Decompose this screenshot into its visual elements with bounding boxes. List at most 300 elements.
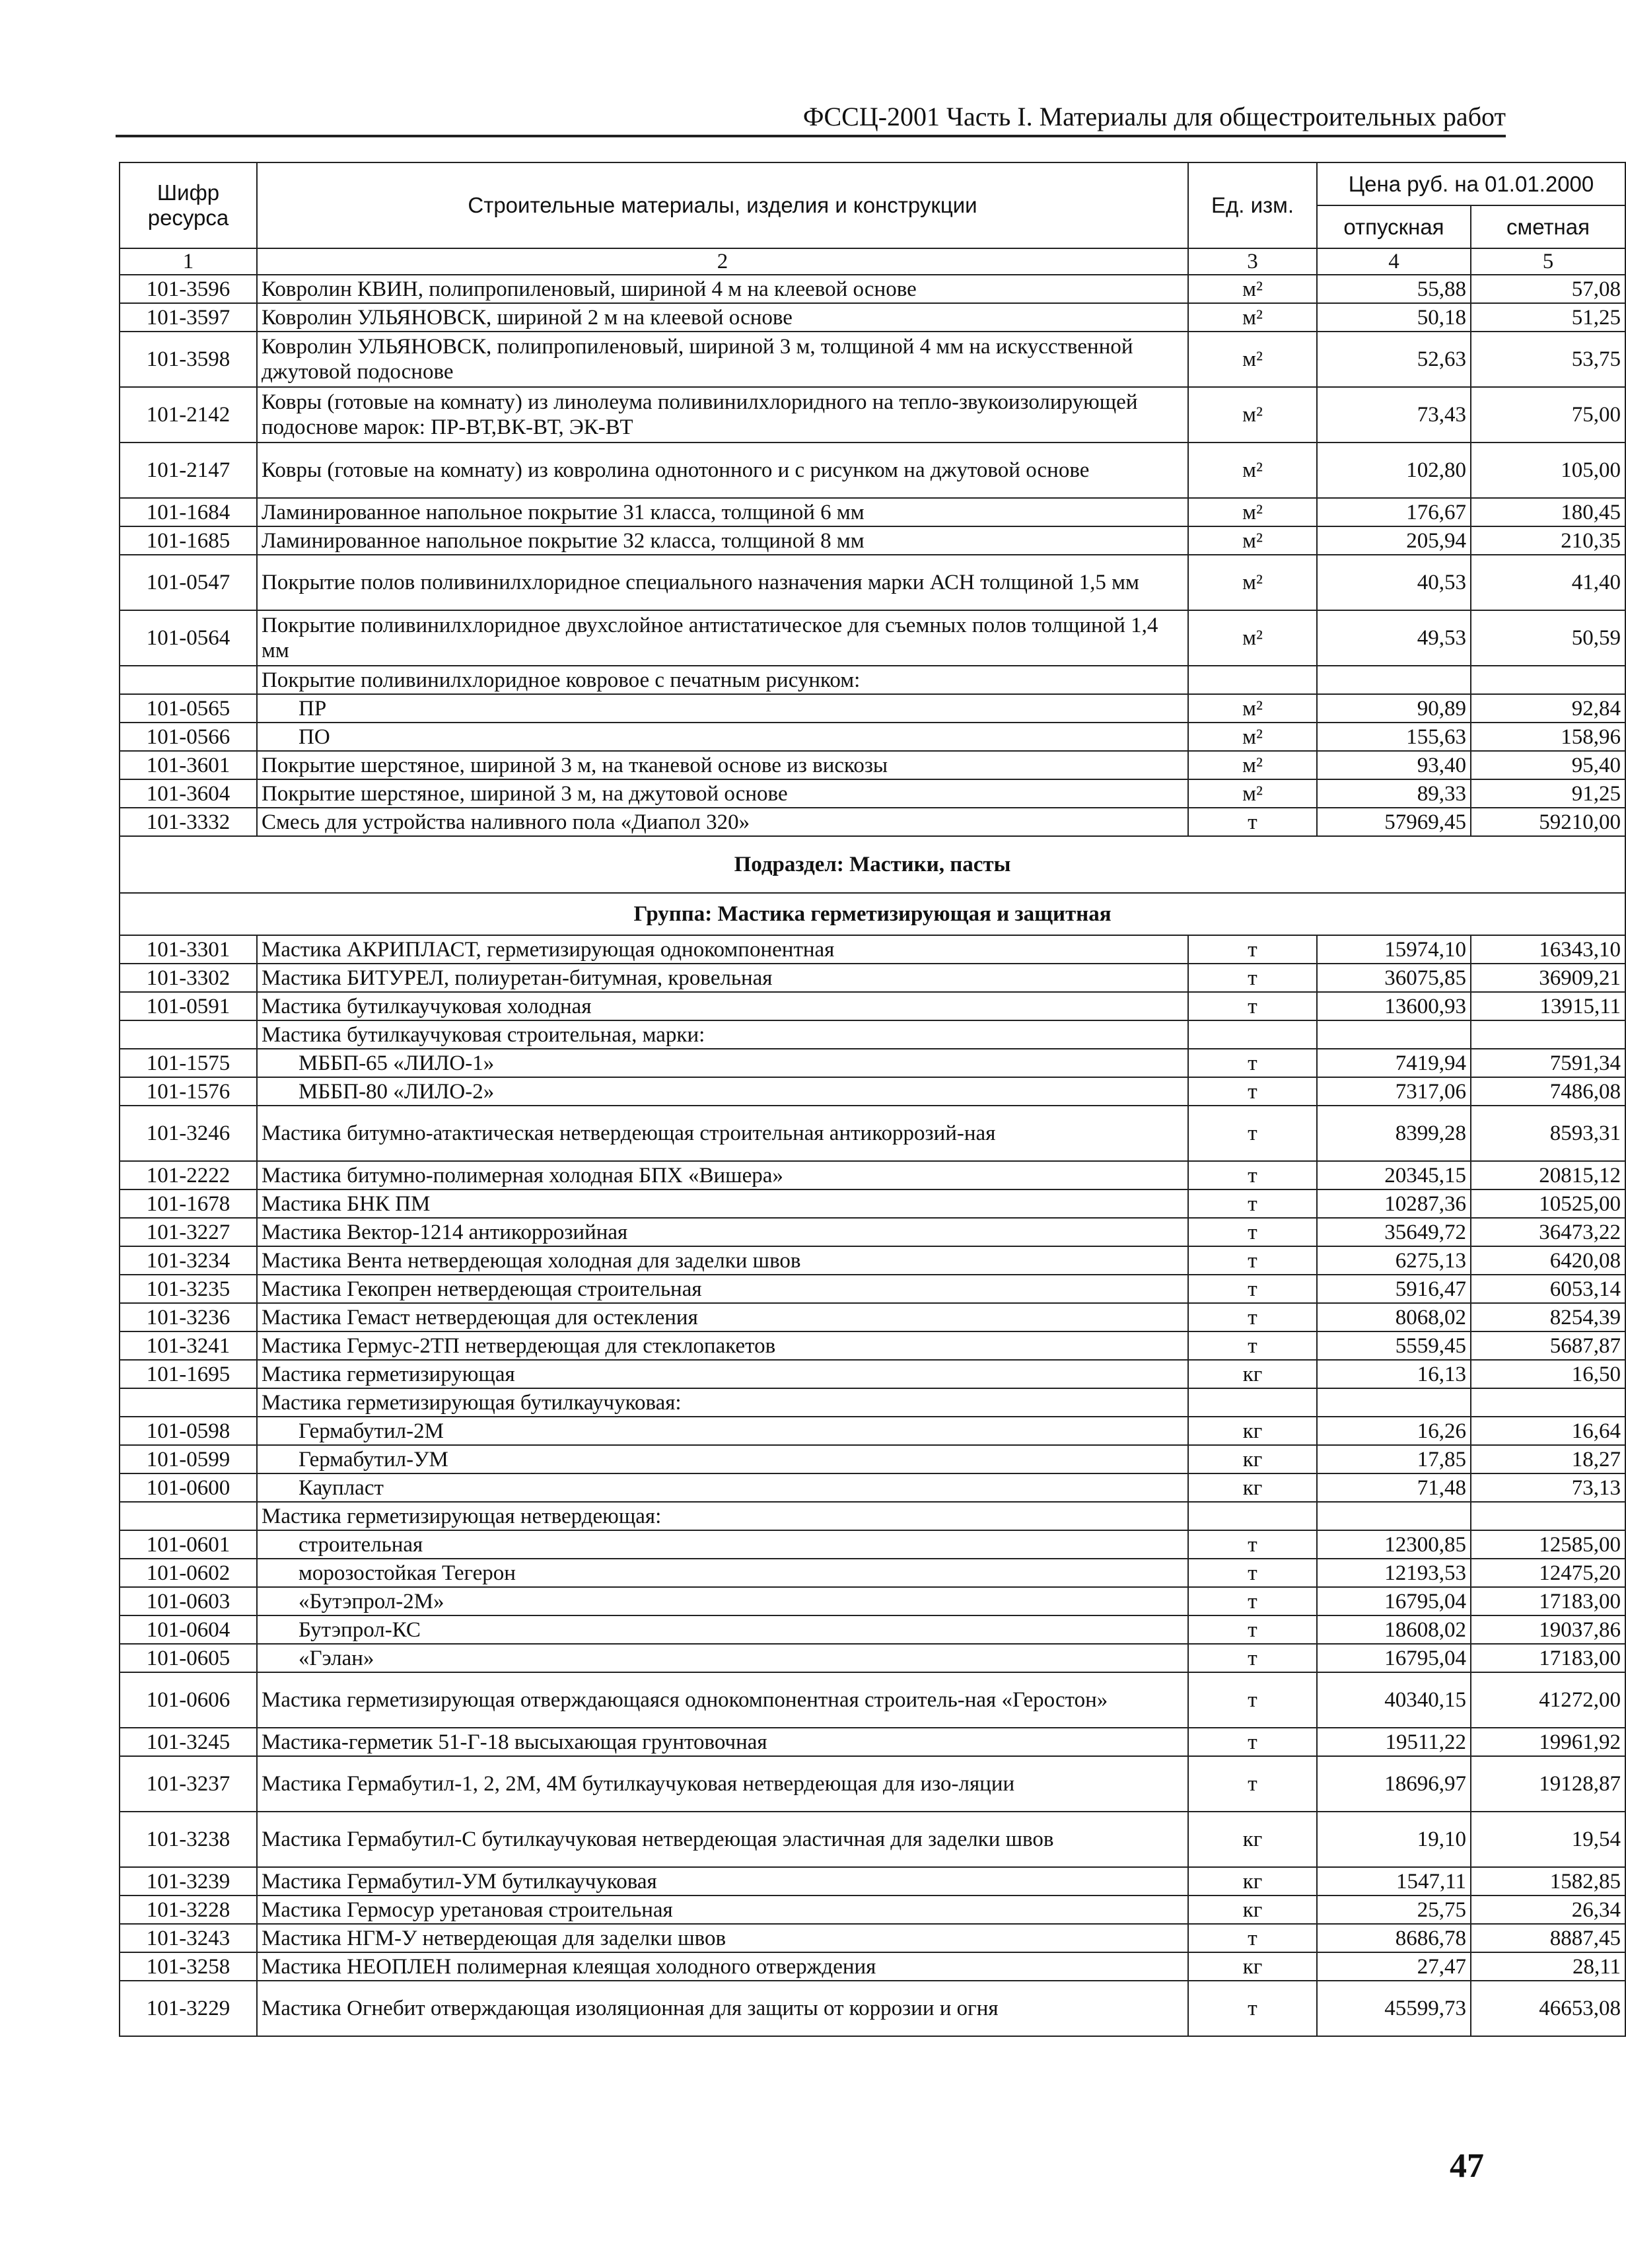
estimate-price: 8887,45 bbox=[1471, 1924, 1625, 1952]
unit-of-measure: т bbox=[1188, 1331, 1317, 1360]
estimate-price bbox=[1471, 666, 1625, 694]
material-name: Мастика-герметик 51-Г-18 высыхающая грунтовочная bbox=[257, 1728, 1188, 1756]
material-name: Покрытие шерстяное, шириной 3 м, на тканевой основе из вискозы bbox=[257, 751, 1188, 779]
estimate-price: 50,59 bbox=[1471, 610, 1625, 666]
release-price: 17,85 bbox=[1317, 1445, 1471, 1473]
resource-code: 101-0603 bbox=[120, 1587, 257, 1615]
unit-of-measure bbox=[1188, 1388, 1317, 1417]
resource-code: 101-3332 bbox=[120, 808, 257, 836]
estimate-price: 41272,00 bbox=[1471, 1672, 1625, 1728]
resource-code: 101-3228 bbox=[120, 1896, 257, 1924]
estimate-price: 19,54 bbox=[1471, 1812, 1625, 1867]
unit-of-measure: кг bbox=[1188, 1360, 1317, 1388]
release-price: 45599,73 bbox=[1317, 1981, 1471, 2036]
table-row bbox=[120, 1952, 1625, 1981]
table-row bbox=[120, 1331, 1625, 1360]
subheading-row bbox=[120, 1020, 1625, 1049]
material-name: Мастика БИТУРЕЛ, полиуретан-битумная, кровельная bbox=[257, 964, 1188, 992]
table-body bbox=[120, 275, 1625, 2036]
material-name: Мастика битумно-атактическая нетвердеющая строительная антикоррозий-ная bbox=[257, 1106, 1188, 1161]
release-price: 13600,93 bbox=[1317, 992, 1471, 1020]
estimate-price: 10525,00 bbox=[1471, 1189, 1625, 1218]
unit-of-measure: м² bbox=[1188, 751, 1317, 779]
subsection-title: Подраздел: Мастики, пасты bbox=[120, 836, 1625, 893]
material-name: Мастика герметизирующая bbox=[257, 1360, 1188, 1388]
material-name: Мастика герметизирующая бутилкаучуковая: bbox=[257, 1388, 1188, 1417]
unit-of-measure: м² bbox=[1188, 303, 1317, 332]
material-name: Ковролин УЛЬЯНОВСК, полипропиленовый, шириной 3 м, толщиной 4 мм на искусственной джутовой подоснове bbox=[257, 332, 1188, 387]
resource-code: 101-1678 bbox=[120, 1189, 257, 1218]
resource-code: 101-3243 bbox=[120, 1924, 257, 1952]
estimate-price: 95,40 bbox=[1471, 751, 1625, 779]
resource-code: 101-1684 bbox=[120, 498, 257, 526]
estimate-price: 73,13 bbox=[1471, 1473, 1625, 1502]
estimate-price: 36909,21 bbox=[1471, 964, 1625, 992]
table-row bbox=[120, 1303, 1625, 1331]
material-name: Каупласт bbox=[257, 1473, 1188, 1502]
release-price: 1547,11 bbox=[1317, 1867, 1471, 1896]
estimate-price: 12585,00 bbox=[1471, 1530, 1625, 1559]
estimate-price bbox=[1471, 1502, 1625, 1530]
resource-code: 101-0547 bbox=[120, 555, 257, 610]
resource-code: 101-3596 bbox=[120, 275, 257, 303]
header-title: ФССЦ-2001 Часть I. Материалы для общестроительных работ bbox=[802, 102, 1506, 131]
unit-of-measure bbox=[1188, 1502, 1317, 1530]
resource-code: 101-1575 bbox=[120, 1049, 257, 1077]
estimate-price: 17183,00 bbox=[1471, 1587, 1625, 1615]
table-row bbox=[120, 964, 1625, 992]
table-row bbox=[120, 1587, 1625, 1615]
unit-of-measure: т bbox=[1188, 1161, 1317, 1189]
material-name: Покрытие поливинилхлоридное двухслойное антистатическое для съемных полов толщиной 1,4 мм bbox=[257, 610, 1188, 666]
estimate-price: 16343,10 bbox=[1471, 935, 1625, 964]
table-row bbox=[120, 1077, 1625, 1106]
estimate-price bbox=[1471, 1388, 1625, 1417]
unit-of-measure: т bbox=[1188, 1644, 1317, 1672]
release-price: 18696,97 bbox=[1317, 1756, 1471, 1812]
release-price: 7419,94 bbox=[1317, 1049, 1471, 1077]
release-price: 15974,10 bbox=[1317, 935, 1471, 964]
unit-of-measure: кг bbox=[1188, 1445, 1317, 1473]
resource-code: 101-3241 bbox=[120, 1331, 257, 1360]
subheading-row bbox=[120, 1502, 1625, 1530]
material-name: Мастика БНК ПМ bbox=[257, 1189, 1188, 1218]
group-title: Группа: Мастика герметизирующая и защитная bbox=[120, 893, 1625, 935]
unit-of-measure: м² bbox=[1188, 387, 1317, 443]
column-number: 5 bbox=[1471, 248, 1625, 275]
table-row bbox=[120, 443, 1625, 498]
material-name: ПО bbox=[257, 723, 1188, 751]
header-estimate-price: сметная bbox=[1471, 205, 1625, 248]
estimate-price: 8254,39 bbox=[1471, 1303, 1625, 1331]
release-price: 8068,02 bbox=[1317, 1303, 1471, 1331]
table-row bbox=[120, 808, 1625, 836]
resource-code: 101-3598 bbox=[120, 332, 257, 387]
unit-of-measure: м² bbox=[1188, 610, 1317, 666]
material-name: Мастика НЕОПЛЕН полимерная клеящая холодного отверждения bbox=[257, 1952, 1188, 1981]
material-name: Мастика Вента нетвердеющая холодная для заделки швов bbox=[257, 1246, 1188, 1275]
release-price: 27,47 bbox=[1317, 1952, 1471, 1981]
estimate-price: 41,40 bbox=[1471, 555, 1625, 610]
material-name: Мастика Гемаст нетвердеющая для остекления bbox=[257, 1303, 1188, 1331]
table-row bbox=[120, 1530, 1625, 1559]
estimate-price: 210,35 bbox=[1471, 526, 1625, 555]
header-code: Шифр ресурса bbox=[120, 162, 257, 248]
unit-of-measure bbox=[1188, 1020, 1317, 1049]
table-row bbox=[120, 1812, 1625, 1867]
release-price bbox=[1317, 1502, 1471, 1530]
resource-code: 101-3245 bbox=[120, 1728, 257, 1756]
unit-of-measure: т bbox=[1188, 1303, 1317, 1331]
material-name: «Гэлан» bbox=[257, 1644, 1188, 1672]
release-price: 176,67 bbox=[1317, 498, 1471, 526]
resource-code: 101-0602 bbox=[120, 1559, 257, 1587]
release-price: 57969,45 bbox=[1317, 808, 1471, 836]
resource-code: 101-0598 bbox=[120, 1417, 257, 1445]
material-name: Мастика бутилкаучуковая холодная bbox=[257, 992, 1188, 1020]
material-name: Гермабутил-2М bbox=[257, 1417, 1188, 1445]
table-row bbox=[120, 1106, 1625, 1161]
material-name: Мастика герметизирующая нетвердеющая: bbox=[257, 1502, 1188, 1530]
unit-of-measure: кг bbox=[1188, 1812, 1317, 1867]
material-name: Ковры (готовые на комнату) из линолеума поливинилхлоридного на тепло-звукоизолирующей подоснове марок: ПР-ВТ,ВК-ВТ, ЭК-ВТ bbox=[257, 387, 1188, 443]
material-name: Мастика бутилкаучуковая строительная, марки: bbox=[257, 1020, 1188, 1049]
estimate-price: 16,64 bbox=[1471, 1417, 1625, 1445]
resource-code: 101-3246 bbox=[120, 1106, 257, 1161]
table-row bbox=[120, 303, 1625, 332]
unit-of-measure: т bbox=[1188, 964, 1317, 992]
resource-code: 101-0605 bbox=[120, 1644, 257, 1672]
unit-of-measure: т bbox=[1188, 1924, 1317, 1952]
table-row bbox=[120, 332, 1625, 387]
resource-code: 101-3227 bbox=[120, 1218, 257, 1246]
material-name: Мастика Гекопрен нетвердеющая строительная bbox=[257, 1275, 1188, 1303]
table-row bbox=[120, 779, 1625, 808]
release-price: 35649,72 bbox=[1317, 1218, 1471, 1246]
unit-of-measure: кг bbox=[1188, 1867, 1317, 1896]
material-name: Ковролин УЛЬЯНОВСК, шириной 2 м на клеевой основе bbox=[257, 303, 1188, 332]
estimate-price: 18,27 bbox=[1471, 1445, 1625, 1473]
table-row bbox=[120, 1728, 1625, 1756]
subheading-row bbox=[120, 1388, 1625, 1417]
table-row bbox=[120, 935, 1625, 964]
table-row bbox=[120, 992, 1625, 1020]
estimate-price: 105,00 bbox=[1471, 443, 1625, 498]
unit-of-measure: м² bbox=[1188, 498, 1317, 526]
unit-of-measure: т bbox=[1188, 1189, 1317, 1218]
unit-of-measure: т bbox=[1188, 1077, 1317, 1106]
estimate-price: 91,25 bbox=[1471, 779, 1625, 808]
table-row bbox=[120, 498, 1625, 526]
resource-code: 101-3301 bbox=[120, 935, 257, 964]
material-name: Мастика Гермабутил-УМ бутилкаучуковая bbox=[257, 1867, 1188, 1896]
release-price: 16,13 bbox=[1317, 1360, 1471, 1388]
estimate-price: 75,00 bbox=[1471, 387, 1625, 443]
table-row bbox=[120, 723, 1625, 751]
estimate-price: 5687,87 bbox=[1471, 1331, 1625, 1360]
material-name: Гермабутил-УМ bbox=[257, 1445, 1188, 1473]
resource-code: 101-3604 bbox=[120, 779, 257, 808]
table-row bbox=[120, 275, 1625, 303]
table-row bbox=[120, 1559, 1625, 1587]
release-price: 71,48 bbox=[1317, 1473, 1471, 1502]
estimate-price: 59210,00 bbox=[1471, 808, 1625, 836]
material-name: Смесь для устройства наливного пола «Диапол 320» bbox=[257, 808, 1188, 836]
unit-of-measure: т bbox=[1188, 1275, 1317, 1303]
unit-of-measure: м² bbox=[1188, 694, 1317, 723]
unit-of-measure: кг bbox=[1188, 1417, 1317, 1445]
page-number: 47 bbox=[1450, 2147, 1484, 2185]
table-row bbox=[120, 694, 1625, 723]
estimate-price: 16,50 bbox=[1471, 1360, 1625, 1388]
estimate-price: 19961,92 bbox=[1471, 1728, 1625, 1756]
resource-code: 101-0591 bbox=[120, 992, 257, 1020]
table-row bbox=[120, 751, 1625, 779]
release-price bbox=[1317, 1020, 1471, 1049]
table-row bbox=[120, 1218, 1625, 1246]
table-row bbox=[120, 526, 1625, 555]
release-price: 90,89 bbox=[1317, 694, 1471, 723]
material-name: МББП-80 «ЛИЛО-2» bbox=[257, 1077, 1188, 1106]
material-name: Мастика герметизирующая отверждающаяся однокомпонентная строитель-ная «Геростон» bbox=[257, 1672, 1188, 1728]
estimate-price: 26,34 bbox=[1471, 1896, 1625, 1924]
page-header bbox=[116, 99, 1506, 137]
release-price: 7317,06 bbox=[1317, 1077, 1471, 1106]
estimate-price: 12475,20 bbox=[1471, 1559, 1625, 1587]
estimate-price: 6420,08 bbox=[1471, 1246, 1625, 1275]
resource-code: 101-1576 bbox=[120, 1077, 257, 1106]
estimate-price: 8593,31 bbox=[1471, 1106, 1625, 1161]
material-name: Ламинированное напольное покрытие 31 класса, толщиной 6 мм bbox=[257, 498, 1188, 526]
resource-code: 101-0601 bbox=[120, 1530, 257, 1559]
estimate-price: 46653,08 bbox=[1471, 1981, 1625, 2036]
table-row bbox=[120, 1672, 1625, 1728]
table-row bbox=[120, 1360, 1625, 1388]
resource-code: 101-2142 bbox=[120, 387, 257, 443]
table-row bbox=[120, 1445, 1625, 1473]
estimate-price: 158,96 bbox=[1471, 723, 1625, 751]
resource-code: 101-3258 bbox=[120, 1952, 257, 1981]
table-row bbox=[120, 1049, 1625, 1077]
release-price: 20345,15 bbox=[1317, 1161, 1471, 1189]
material-name: Покрытие поливинилхлоридное ковровое с печатным рисунком: bbox=[257, 666, 1188, 694]
material-name: Ковры (готовые на комнату) из ковролина однотонного и с рисунком на джутовой основе bbox=[257, 443, 1188, 498]
unit-of-measure: м² bbox=[1188, 779, 1317, 808]
table-row bbox=[120, 1246, 1625, 1275]
release-price: 18608,02 bbox=[1317, 1615, 1471, 1644]
header-name: Строительные материалы, изделия и конструкции bbox=[257, 162, 1188, 248]
material-name: Мастика НГМ-У нетвердеющая для заделки швов bbox=[257, 1924, 1188, 1952]
resource-code: 101-3236 bbox=[120, 1303, 257, 1331]
release-price: 25,75 bbox=[1317, 1896, 1471, 1924]
release-price: 19,10 bbox=[1317, 1812, 1471, 1867]
estimate-price: 1582,85 bbox=[1471, 1867, 1625, 1896]
resource-code bbox=[120, 1020, 257, 1049]
release-price: 12193,53 bbox=[1317, 1559, 1471, 1587]
unit-of-measure: м² bbox=[1188, 275, 1317, 303]
unit-of-measure: м² bbox=[1188, 443, 1317, 498]
table-row bbox=[120, 1275, 1625, 1303]
release-price: 16,26 bbox=[1317, 1417, 1471, 1445]
resource-code: 101-0565 bbox=[120, 694, 257, 723]
table-row bbox=[120, 1615, 1625, 1644]
resource-code: 101-3229 bbox=[120, 1981, 257, 2036]
unit-of-measure: т bbox=[1188, 1559, 1317, 1587]
group-row bbox=[120, 893, 1625, 935]
table-row bbox=[120, 1756, 1625, 1812]
material-name: Покрытие шерстяное, шириной 3 м, на джутовой основе bbox=[257, 779, 1188, 808]
column-number: 4 bbox=[1317, 248, 1471, 275]
table-row bbox=[120, 1924, 1625, 1952]
release-price bbox=[1317, 1388, 1471, 1417]
unit-of-measure: т bbox=[1188, 935, 1317, 964]
resource-code: 101-0606 bbox=[120, 1672, 257, 1728]
release-price: 5559,45 bbox=[1317, 1331, 1471, 1360]
material-name: Бутэпрол-КС bbox=[257, 1615, 1188, 1644]
resource-code: 101-3235 bbox=[120, 1275, 257, 1303]
material-name: Мастика Гермабутил-1, 2, 2М, 4М бутилкаучуковая нетвердеющая для изо-ляции bbox=[257, 1756, 1188, 1812]
estimate-price: 7591,34 bbox=[1471, 1049, 1625, 1077]
estimate-price: 17183,00 bbox=[1471, 1644, 1625, 1672]
resource-code: 101-0599 bbox=[120, 1445, 257, 1473]
resource-code: 101-1685 bbox=[120, 526, 257, 555]
subheading-row bbox=[120, 666, 1625, 694]
header-unit: Ед. изм. bbox=[1188, 162, 1317, 248]
table-row bbox=[120, 1417, 1625, 1445]
estimate-price: 53,75 bbox=[1471, 332, 1625, 387]
estimate-price: 28,11 bbox=[1471, 1952, 1625, 1981]
estimate-price: 7486,08 bbox=[1471, 1077, 1625, 1106]
estimate-price: 92,84 bbox=[1471, 694, 1625, 723]
table-row bbox=[120, 1644, 1625, 1672]
release-price: 52,63 bbox=[1317, 332, 1471, 387]
resource-code: 101-3601 bbox=[120, 751, 257, 779]
resource-code: 101-3237 bbox=[120, 1756, 257, 1812]
resource-code: 101-0564 bbox=[120, 610, 257, 666]
header-price: Цена руб. на 01.01.2000 bbox=[1317, 162, 1625, 205]
unit-of-measure: кг bbox=[1188, 1952, 1317, 1981]
material-name: Мастика Огнебит отверждающая изоляционная для защиты от коррозии и огня bbox=[257, 1981, 1188, 2036]
resource-code bbox=[120, 666, 257, 694]
release-price: 50,18 bbox=[1317, 303, 1471, 332]
material-name: «Бутэпрол-2М» bbox=[257, 1587, 1188, 1615]
unit-of-measure bbox=[1188, 666, 1317, 694]
material-name: Мастика Гермабутил-С бутилкаучуковая нетвердеющая эластичная для заделки швов bbox=[257, 1812, 1188, 1867]
unit-of-measure: т bbox=[1188, 1246, 1317, 1275]
release-price: 36075,85 bbox=[1317, 964, 1471, 992]
subsection-row bbox=[120, 836, 1625, 893]
estimate-price: 180,45 bbox=[1471, 498, 1625, 526]
material-name: ПР bbox=[257, 694, 1188, 723]
material-name: Мастика Гермосур уретановая строительная bbox=[257, 1896, 1188, 1924]
material-name: Мастика Вектор-1214 антикоррозийная bbox=[257, 1218, 1188, 1246]
material-name: Мастика АКРИПЛАСТ, герметизирующая однокомпонентная bbox=[257, 935, 1188, 964]
table-row bbox=[120, 387, 1625, 443]
unit-of-measure: т bbox=[1188, 1218, 1317, 1246]
table-row bbox=[120, 1867, 1625, 1896]
release-price: 40,53 bbox=[1317, 555, 1471, 610]
release-price: 16795,04 bbox=[1317, 1587, 1471, 1615]
unit-of-measure: м² bbox=[1188, 332, 1317, 387]
unit-of-measure: т bbox=[1188, 1981, 1317, 2036]
release-price: 155,63 bbox=[1317, 723, 1471, 751]
release-price: 55,88 bbox=[1317, 275, 1471, 303]
header-release-price: отпускная bbox=[1317, 205, 1471, 248]
unit-of-measure: т bbox=[1188, 1672, 1317, 1728]
table-row bbox=[120, 1189, 1625, 1218]
release-price: 5916,47 bbox=[1317, 1275, 1471, 1303]
resource-code: 101-2222 bbox=[120, 1161, 257, 1189]
release-price: 205,94 bbox=[1317, 526, 1471, 555]
unit-of-measure: т bbox=[1188, 1049, 1317, 1077]
resource-code bbox=[120, 1388, 257, 1417]
resource-code bbox=[120, 1502, 257, 1530]
unit-of-measure: кг bbox=[1188, 1473, 1317, 1502]
resource-code: 101-3234 bbox=[120, 1246, 257, 1275]
release-price: 40340,15 bbox=[1317, 1672, 1471, 1728]
resource-code: 101-3238 bbox=[120, 1812, 257, 1867]
release-price bbox=[1317, 666, 1471, 694]
unit-of-measure: т bbox=[1188, 1728, 1317, 1756]
resource-code: 101-1695 bbox=[120, 1360, 257, 1388]
table-row bbox=[120, 1473, 1625, 1502]
unit-of-measure: м² bbox=[1188, 555, 1317, 610]
release-price: 12300,85 bbox=[1317, 1530, 1471, 1559]
estimate-price: 36473,22 bbox=[1471, 1218, 1625, 1246]
release-price: 19511,22 bbox=[1317, 1728, 1471, 1756]
unit-of-measure: т bbox=[1188, 1756, 1317, 1812]
material-name: Мастика Гермус-2ТП нетвердеющая для стеклопакетов bbox=[257, 1331, 1188, 1360]
column-number: 2 bbox=[257, 248, 1188, 275]
unit-of-measure: т bbox=[1188, 808, 1317, 836]
release-price: 8686,78 bbox=[1317, 1924, 1471, 1952]
resource-code: 101-0600 bbox=[120, 1473, 257, 1502]
material-name: строительная bbox=[257, 1530, 1188, 1559]
resource-code: 101-2147 bbox=[120, 443, 257, 498]
table-row bbox=[120, 1161, 1625, 1189]
unit-of-measure: т bbox=[1188, 1587, 1317, 1615]
unit-of-measure: т bbox=[1188, 1106, 1317, 1161]
estimate-price: 51,25 bbox=[1471, 303, 1625, 332]
release-price: 10287,36 bbox=[1317, 1189, 1471, 1218]
estimate-price: 19128,87 bbox=[1471, 1756, 1625, 1812]
material-name: Ковролин КВИН, полипропиленовый, шириной 4 м на клеевой основе bbox=[257, 275, 1188, 303]
column-number: 3 bbox=[1188, 248, 1317, 275]
table-row bbox=[120, 1981, 1625, 2036]
unit-of-measure: т bbox=[1188, 1530, 1317, 1559]
table-row bbox=[120, 610, 1625, 666]
table-row bbox=[120, 555, 1625, 610]
column-number: 1 bbox=[120, 248, 257, 275]
estimate-price: 13915,11 bbox=[1471, 992, 1625, 1020]
release-price: 16795,04 bbox=[1317, 1644, 1471, 1672]
unit-of-measure: кг bbox=[1188, 1896, 1317, 1924]
resource-code: 101-0604 bbox=[120, 1615, 257, 1644]
release-price: 6275,13 bbox=[1317, 1246, 1471, 1275]
estimate-price: 20815,12 bbox=[1471, 1161, 1625, 1189]
unit-of-measure: м² bbox=[1188, 723, 1317, 751]
material-name: Покрытие полов поливинилхлоридное специального назначения марки АСН толщиной 1,5 мм bbox=[257, 555, 1188, 610]
material-name: Мастика битумно-полимерная холодная БПХ «Вишера» bbox=[257, 1161, 1188, 1189]
estimate-price: 6053,14 bbox=[1471, 1275, 1625, 1303]
unit-of-measure: т bbox=[1188, 1615, 1317, 1644]
resource-code: 101-3239 bbox=[120, 1867, 257, 1896]
price-table bbox=[119, 162, 1626, 2037]
resource-code: 101-3597 bbox=[120, 303, 257, 332]
estimate-price bbox=[1471, 1020, 1625, 1049]
resource-code: 101-0566 bbox=[120, 723, 257, 751]
unit-of-measure: м² bbox=[1188, 526, 1317, 555]
